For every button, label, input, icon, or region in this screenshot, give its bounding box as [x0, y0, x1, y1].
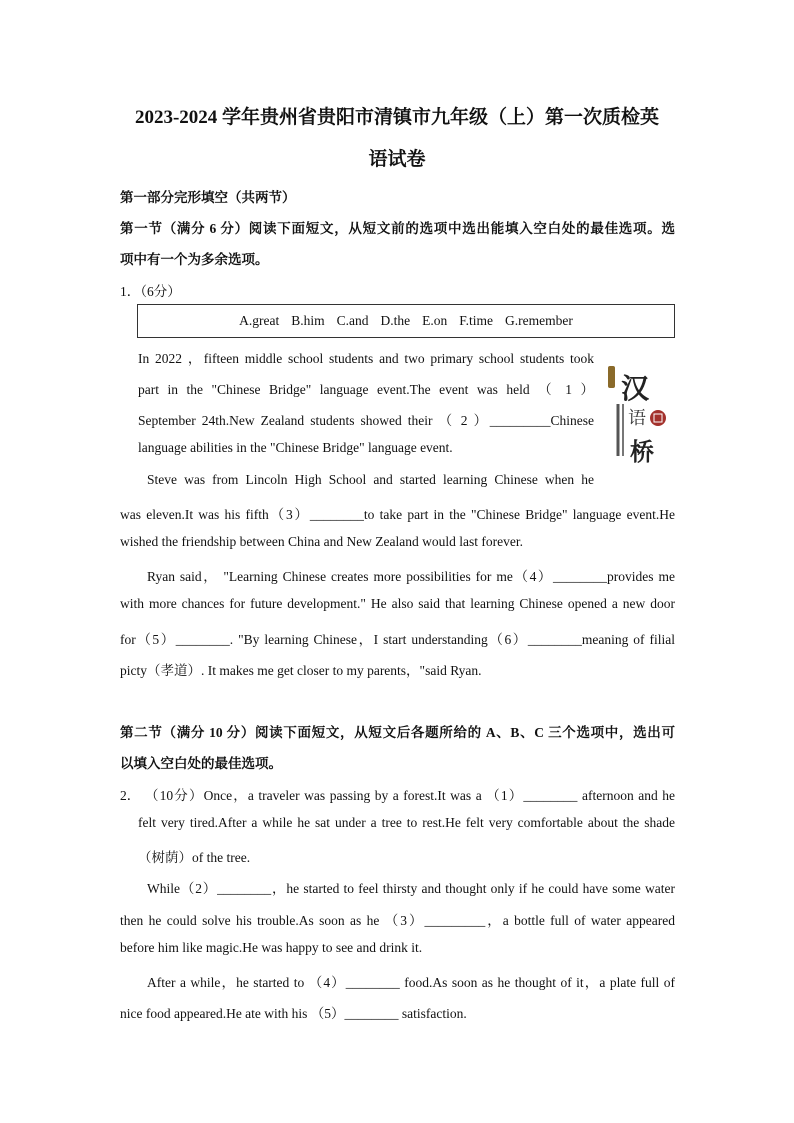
chinese-bridge-logo — [608, 352, 670, 470]
passage2-p1-line-1: （10分）Once，a traveler was passing by a forest.It was a （1）________ afternoon and he — [145, 788, 675, 803]
passage2-p2-line-3: before him like magic.He was happy to see and drink it. — [120, 940, 423, 955]
part-heading: 第一部分完形填空（共两节） — [120, 190, 296, 205]
options-box — [137, 304, 675, 338]
option-a: A.great — [239, 313, 280, 328]
passage1-p2-line-1: Steve was from Lincoln High School and started learning Chinese when he — [147, 472, 594, 487]
option-d: D.the — [380, 313, 411, 328]
passage2-p3-line-1: After a while，he started to （4）________ food.As soon as he thought of it，a plate full of — [147, 975, 675, 990]
passage2-p1-line-2: felt very tired.After a while he sat under a tree to rest.He felt very comfortable about the shade — [138, 815, 675, 830]
passage2-p2-line-1: While（2）________，he started to feel thirsty and thought only if he could have some water — [147, 881, 675, 896]
passage1-p1-line-3: September 24th.New Zealand students showed their （ 2 ）_________Chinese — [138, 413, 594, 428]
passage1-p3-line-3: for（5）________. "By learning Chinese，I start understanding（6）________meaning of filial — [120, 632, 675, 647]
logo-gold-bar — [608, 366, 615, 388]
passage1-p3-line-1: Ryan said， "Learning Chinese creates more possibilities for me（4）________provides me — [147, 569, 675, 584]
passage1-p2-line-2: was eleven.It was his fifth（3）________to take part in the "Chinese Bridge" language event.He — [120, 507, 675, 522]
passage2-p3-line-2: nice food appeared.He ate with his （5）________ satisfaction. — [120, 1006, 467, 1021]
document-title-line-2: 语试卷 — [368, 149, 426, 170]
question-1-label: 1．（6分） — [120, 284, 181, 299]
passage1-p3-line-4: picty（孝道）. It makes me get closer to my parents，"said Ryan. — [120, 663, 482, 678]
option-c: C.and — [336, 313, 369, 328]
passage1-p1-line-1: In 2022 ，fifteen middle school students and two primary school students took — [138, 351, 594, 366]
section1-instruction-line-1: 第一节（满分 6 分）阅读下面短文，从短文前的选项中选出能填入空白处的最佳选项。选 — [120, 221, 675, 236]
logo-red-seal — [650, 410, 666, 426]
logo-character-1: 汉 — [621, 372, 650, 405]
option-e: E.on — [422, 313, 448, 328]
question-2-label: 2． — [120, 788, 141, 803]
passage1-p1-line-4: language abilities in the "Chinese Bridge" language event. — [138, 440, 453, 455]
section1-instruction-line-2: 项中有一个为多余选项。 — [120, 252, 269, 267]
option-g: G.remember — [505, 313, 573, 328]
passage1-p3-line-2: with more chances for future development." He also said that learning Chinese opened a new door — [120, 596, 675, 611]
option-f: F.time — [459, 313, 494, 328]
option-b: B.him — [291, 313, 325, 328]
passage2-p2-line-2: then he could solve his trouble.As soon as he （3）_________，a bottle full of water appeared — [120, 913, 675, 928]
section2-instruction-line-1: 第二节（满分 10 分）阅读下面短文，从短文后各题所给的 A、B、C 三个选项中，选出可 — [120, 725, 675, 740]
section2-instruction-line-2: 以填入空白处的最佳选项。 — [120, 756, 282, 771]
document-title-line-1: 2023-2024 学年贵州省贵阳市清镇市九年级（上）第一次质检英 — [134, 107, 660, 128]
logo-character-2: 语 — [628, 408, 646, 429]
passage2-p1-line-3: （树荫）of the tree. — [138, 850, 251, 865]
passage1-p2-line-3: wished the friendship between China and New Zealand would last forever. — [120, 534, 524, 549]
logo-character-3: 桥 — [630, 437, 654, 466]
passage1-p1-line-2: part in the "Chinese Bridge" language event.The event was held （ 1 ） — [138, 382, 594, 397]
